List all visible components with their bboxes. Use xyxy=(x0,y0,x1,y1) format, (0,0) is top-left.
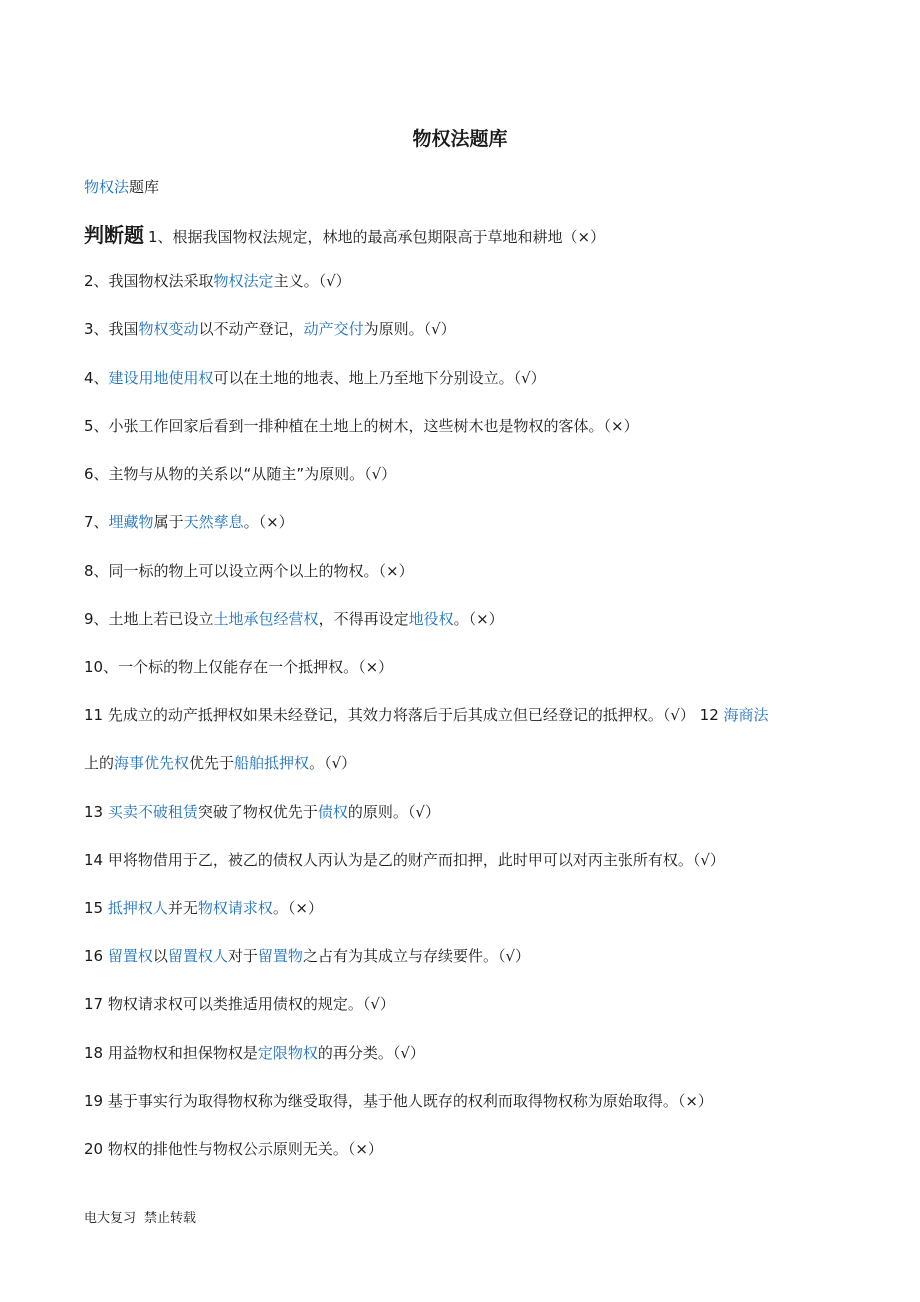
question-text: 。（√） xyxy=(309,754,357,772)
question-text: 5、小张工作回家后看到一排种植在土地上的树木，这些树木也是物权的客体。（×） xyxy=(84,417,639,435)
term-link[interactable]: 天然孳息 xyxy=(183,513,244,531)
question-text: 8、同一标的物上可以设立两个以上的物权。（×） xyxy=(84,562,414,580)
question-text: 13 xyxy=(84,803,108,821)
question-text: 。（×） xyxy=(243,513,294,531)
term-link[interactable]: 埋藏物 xyxy=(108,513,154,531)
question-text: 以 xyxy=(152,947,168,965)
question-line xyxy=(84,994,395,1014)
question-line xyxy=(84,368,546,388)
question-text: 19 基于事实行为取得物权称为继受取得，基于他人既存的权利而取得物权称为原始取得。（×） xyxy=(84,1092,713,1110)
question-line xyxy=(84,609,504,629)
question-text: 11 先成立的动产抵押权如果未经登记，其效力将落后于后其成立但已经登记的抵押权。（√） 12 xyxy=(84,706,724,724)
term-link[interactable]: 建设用地使用权 xyxy=(108,369,214,387)
question-line xyxy=(84,1043,425,1063)
term-link[interactable]: 留置物 xyxy=(257,947,303,965)
question-text: 可以在土地的地表、地上乃至地下分别设立。（√） xyxy=(213,369,546,387)
question-text: 18 用益物权和担保物权是 xyxy=(84,1044,258,1062)
question-line xyxy=(84,946,530,966)
question-text: 1、根据我国物权法规定，林地的最高承包期限高于草地和耕地（×） xyxy=(148,228,606,246)
term-link[interactable]: 抵押权人 xyxy=(107,899,168,917)
footer xyxy=(84,1207,196,1226)
term-link[interactable]: 物权法定 xyxy=(213,272,274,290)
question-text: 对于 xyxy=(227,947,258,965)
question-line xyxy=(84,705,769,725)
question-text: 。（×） xyxy=(272,899,323,917)
term-link[interactable]: 债权 xyxy=(317,803,348,821)
question-text: 。（×） xyxy=(453,610,504,628)
question-text: 为原则。（√） xyxy=(363,320,456,338)
question-text: 主义。（√） xyxy=(273,272,351,290)
question-text: 4、 xyxy=(84,369,109,387)
term-link[interactable]: 物权变动 xyxy=(138,320,199,338)
term-link[interactable]: 动产交付 xyxy=(303,320,364,338)
term-link[interactable]: 物权请求权 xyxy=(197,899,273,917)
question-text: 20 物权的排他性与物权公示原则无关。（×） xyxy=(84,1140,383,1158)
question-text: 17 物权请求权可以类推适用债权的规定。（√） xyxy=(84,995,395,1013)
question-text: 2、我国物权法采取 xyxy=(84,272,214,290)
term-link[interactable]: 留置权人 xyxy=(167,947,228,965)
question-line xyxy=(84,271,351,291)
term-link[interactable]: 土地承包经营权 xyxy=(213,610,319,628)
question-line xyxy=(84,561,414,581)
question-line xyxy=(84,1091,713,1111)
question-line xyxy=(84,1139,383,1159)
question-text: ，不得再设定 xyxy=(318,610,409,628)
question-text: 突破了物权优先于 xyxy=(197,803,318,821)
question-line xyxy=(84,802,440,822)
subtitle-link[interactable]: 物权法 xyxy=(84,178,130,196)
term-link[interactable]: 留置权 xyxy=(107,947,153,965)
term-link[interactable]: 船舶抵押权 xyxy=(234,754,310,772)
question-line xyxy=(84,225,605,247)
question-text: 9、土地上若已设立 xyxy=(84,610,214,628)
question-text: 的原则。（√） xyxy=(347,803,440,821)
question-line xyxy=(84,512,294,532)
subtitle-text: 题库 xyxy=(129,178,160,196)
question-text: 以不动产登记， xyxy=(198,320,304,338)
question-text: 10、一个标的物上仅能存在一个抵押权。（×） xyxy=(84,658,394,676)
term-link[interactable]: 海事优先权 xyxy=(114,754,190,772)
term-link[interactable]: 海商法 xyxy=(723,706,769,724)
section-heading: 判断题 xyxy=(84,223,144,247)
question-text: 并无 xyxy=(167,899,198,917)
question-text: 6、主物与从物的关系以“从随主”为原则。（√） xyxy=(84,465,397,483)
footer-right: 禁止转载 xyxy=(144,1211,197,1226)
question-line xyxy=(84,898,323,918)
question-text: 属于 xyxy=(153,513,184,531)
question-line xyxy=(84,464,396,484)
question-text: 14 甲将物借用于乙，被乙的债权人丙认为是乙的财产而扣押，此时甲可以对丙主张所有权。（√） xyxy=(84,851,725,869)
subtitle xyxy=(84,176,159,197)
question-line xyxy=(84,657,393,677)
question-text: 上的 xyxy=(84,754,115,772)
question-text: 的再分类。（√） xyxy=(317,1044,425,1062)
question-text: 7、 xyxy=(84,513,109,531)
question-text: 优先于 xyxy=(189,754,235,772)
question-line xyxy=(84,850,725,870)
footer-left: 电大复习 xyxy=(84,1211,137,1226)
question-text: 之占有为其成立与存续要件。（√） xyxy=(302,947,530,965)
term-link[interactable]: 定限物权 xyxy=(257,1044,318,1062)
question-text: 3、我国 xyxy=(84,320,139,338)
term-link[interactable]: 买卖不破租赁 xyxy=(107,803,198,821)
question-line xyxy=(84,416,639,436)
term-link[interactable]: 地役权 xyxy=(408,610,454,628)
question-line xyxy=(84,753,356,773)
page-title: 物权法题库 xyxy=(412,128,508,150)
question-text: 16 xyxy=(84,947,108,965)
question-line xyxy=(84,319,456,339)
question-text: 15 xyxy=(84,899,108,917)
